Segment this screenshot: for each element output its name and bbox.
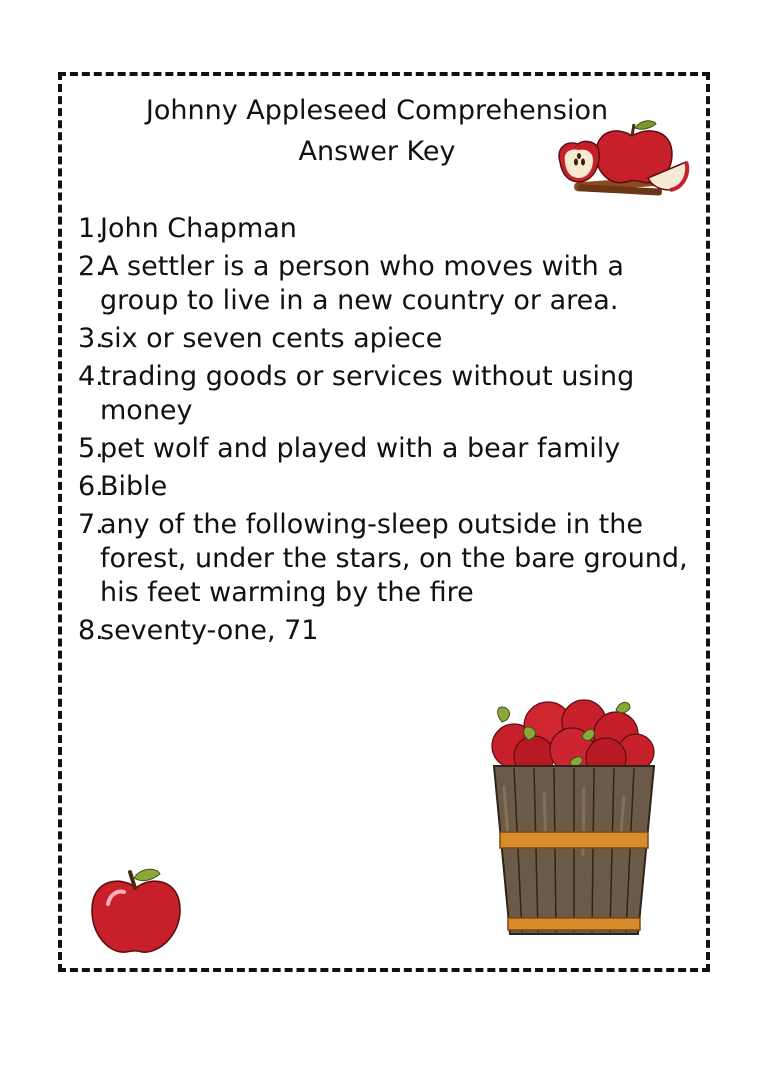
answer-number: 2. — [78, 251, 104, 282]
answer-text: John Chapman — [100, 213, 297, 244]
answer-number: 6. — [78, 471, 104, 502]
answer-text: any of the following-sleep outside in the forest, under the stars, on the bare ground, his feet warming by the fire — [100, 509, 688, 608]
list-item — [78, 322, 698, 356]
title-line-2: Answer Key — [298, 136, 456, 167]
answer-text: trading goods or services without using money — [100, 361, 635, 426]
answer-text: pet wolf and played with a bear family — [100, 433, 621, 464]
apple-slices-cinnamon-icon — [552, 118, 690, 200]
answer-number: 4. — [78, 361, 104, 392]
list-item — [78, 250, 698, 318]
answer-text: seventy-one, 71 — [100, 615, 319, 646]
apple-basket-icon — [488, 696, 660, 938]
answer-number: 7. — [78, 509, 104, 540]
answer-list — [78, 212, 698, 652]
answer-number: 8. — [78, 615, 104, 646]
list-item — [78, 360, 698, 428]
answer-number: 1. — [78, 213, 104, 244]
answer-number: 3. — [78, 323, 104, 354]
list-item — [78, 432, 698, 466]
answer-number: 5. — [78, 433, 104, 464]
red-apple-icon — [88, 864, 184, 956]
list-item — [78, 614, 698, 648]
list-item — [78, 212, 698, 246]
list-item — [78, 470, 698, 504]
title-line-1: Johnny Appleseed Comprehension — [145, 95, 609, 126]
answer-text: six or seven cents apiece — [100, 323, 443, 354]
answer-text: Bible — [100, 471, 168, 502]
list-item — [78, 508, 698, 610]
answer-text: A settler is a person who moves with a group to live in a new country or area. — [100, 251, 624, 316]
